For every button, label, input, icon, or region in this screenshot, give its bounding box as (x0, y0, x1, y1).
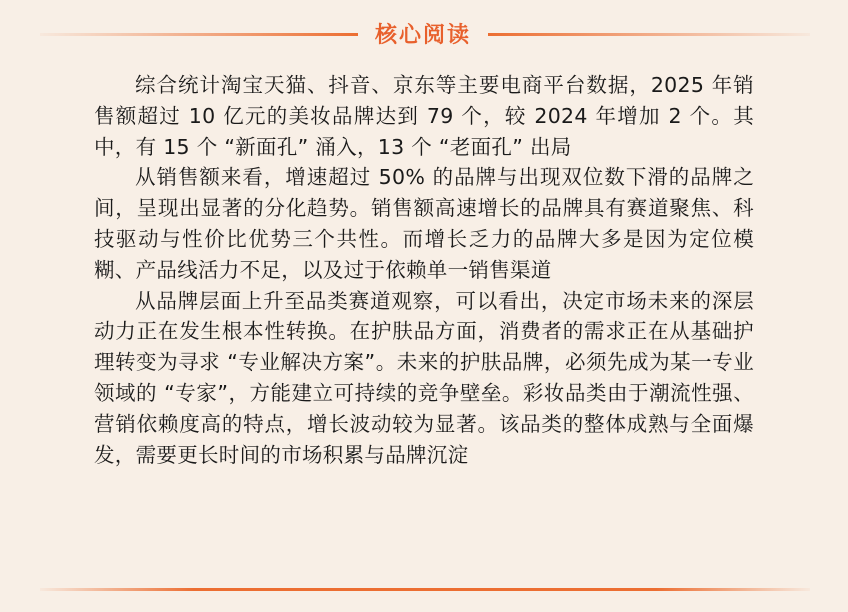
article-body (94, 70, 754, 470)
paragraph-3: 从品牌层面上升至品类赛道观察，可以看出，决定市场未来的深层动力正在发生根本性转换。在护肤品方面，消费者的需求正在从基础护理转变为寻求 “专业解决方案”。未来的护肤品牌，必须先成为某一专业领域的 “专家”，方能建立可持续的竞争壁垒。彩妆品类由于潮流性强、营销依赖度高的特点，增长波动较为显著。该品类的整体成熟与全面爆发，需要更长时间的市场积累与品牌沉淀 (94, 288, 754, 467)
header-divider-left (40, 33, 358, 36)
section-header (0, 16, 848, 52)
header-divider-right (488, 33, 810, 36)
section-title: 核心阅读 (374, 22, 471, 48)
paragraph-2: 从销售额来看，增速超过 50% 的品牌与出现双位数下滑的品牌之间，呈现出显著的分化趋势。销售额高速增长的品牌具有赛道聚焦、科技驱动与性价比优势三个共性。而增长乏力的品牌大多是因为定位模糊、产品线活力不足，以及过于依赖单一销售渠道 (94, 165, 754, 282)
footer-divider (40, 588, 810, 591)
paragraph-1: 综合统计淘宝天猫、抖音、京东等主要电商平台数据，2025 年销售额超过 10 亿元的美妆品牌达到 79 个，较 2024 年增加 2 个。其中，有 15 个 “新面孔” 涌入，13 个 “老面孔” 出局 (94, 73, 754, 159)
